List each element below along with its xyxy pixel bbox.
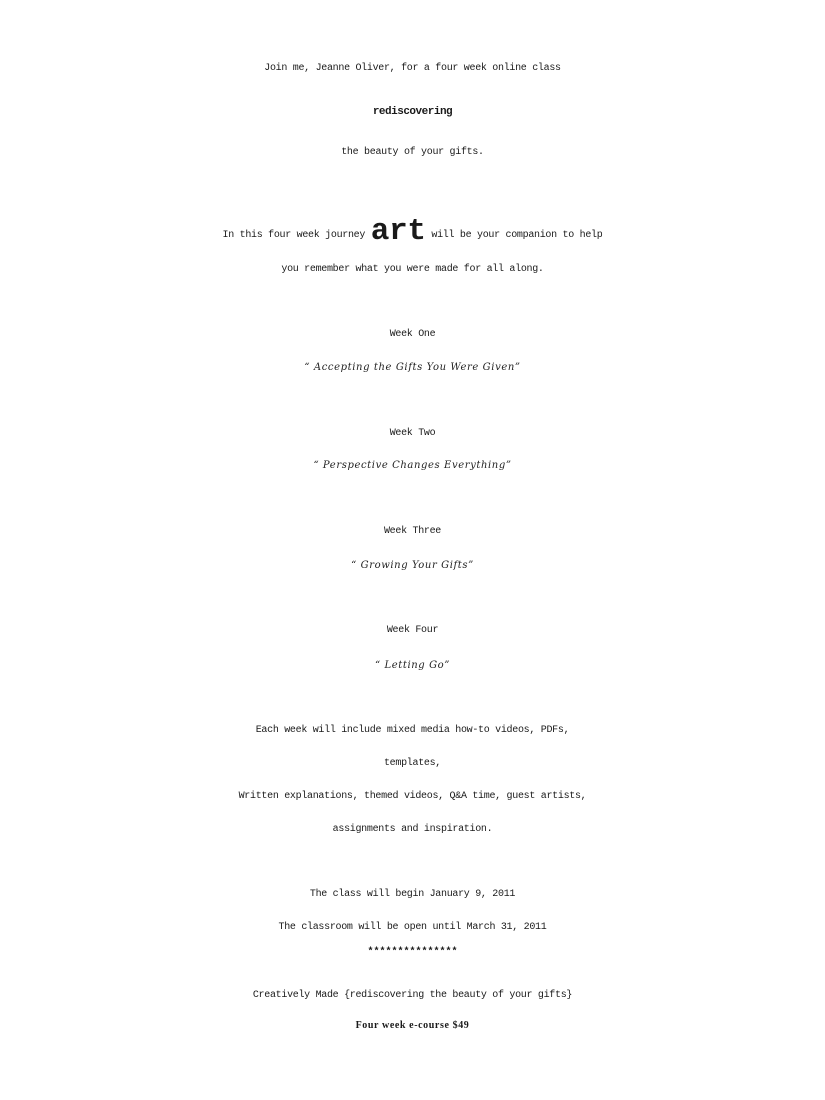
includes-line-3: Written explanations, themed videos, Q&A time, guest artists, [238, 791, 587, 802]
week-two-label: Week Two [389, 428, 436, 439]
includes-line-1: Each week will include mixed media how-to videos, PDFs, [255, 725, 570, 736]
description-line-1 [0, 214, 825, 249]
description-text-before: In this four week journey [222, 230, 371, 241]
week-three-title: “ Growing Your Gifts” [351, 560, 474, 571]
class-start-date: The class will begin January 9, 2011 [309, 889, 516, 900]
intro-line: Join me, Jeanne Oliver, for a four week online class [264, 63, 561, 74]
offer-price: Four week e-course $49 [355, 1020, 470, 1031]
week-four-title: “ Letting Go” [374, 660, 451, 671]
classroom-open-until: The classroom will be open until March 31, 2011 [278, 922, 547, 933]
class-subtitle: the beauty of your gifts. [341, 147, 484, 158]
description-line-2: you remember what you were made for all along. [281, 264, 544, 275]
week-three-label: Week Three [383, 526, 441, 537]
week-four-label: Week Four [386, 625, 439, 636]
offer-name: Creatively Made {rediscovering the beauty of your gifts} [252, 990, 573, 1001]
star-divider: *************** [367, 947, 458, 958]
week-one-title: “ Accepting the Gifts You Were Given” [304, 362, 521, 373]
includes-line-4: assignments and inspiration. [332, 824, 493, 835]
includes-line-2: templates, [383, 758, 441, 769]
description-text-after: will be your companion to help [425, 230, 603, 241]
class-title: rediscovering [372, 106, 453, 118]
week-two-title: “ Perspective Changes Everything” [313, 460, 512, 471]
art-word: art [370, 214, 426, 249]
week-one-label: Week One [389, 329, 436, 340]
